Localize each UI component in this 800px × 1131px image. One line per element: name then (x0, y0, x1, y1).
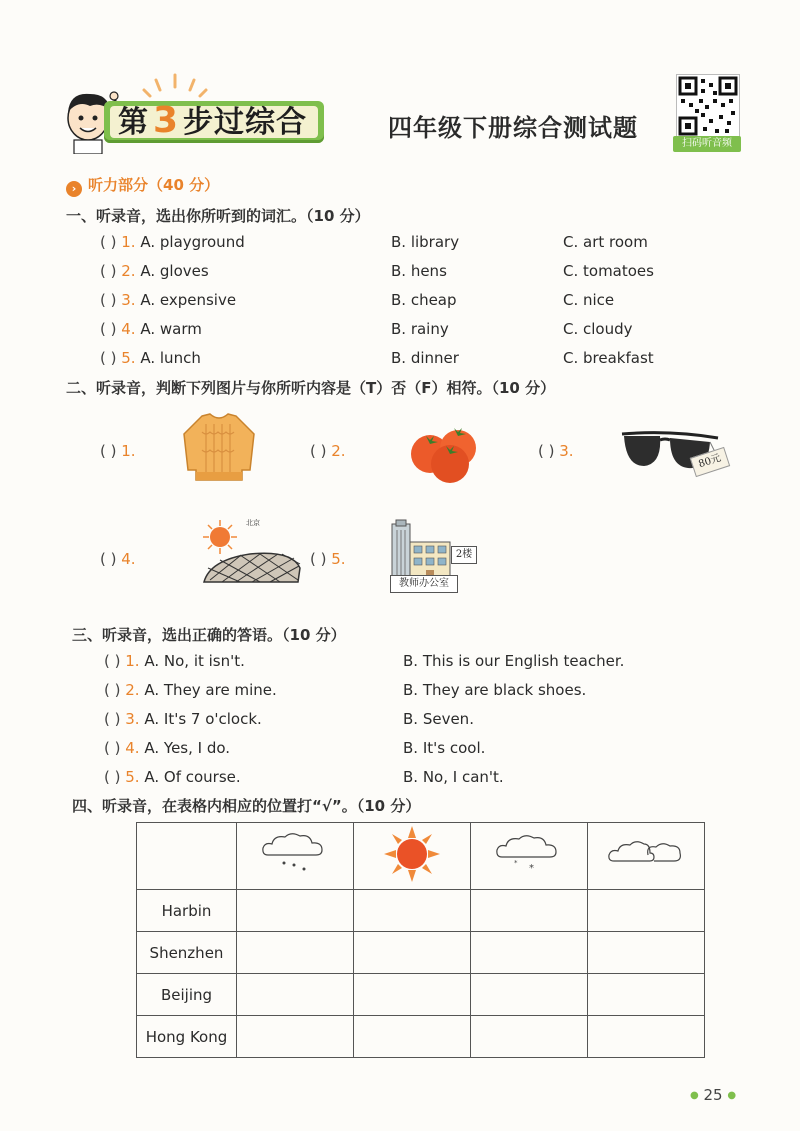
city-cell: Hong Kong (137, 1016, 237, 1058)
option-a: A. gloves (140, 262, 209, 280)
check-cell[interactable] (471, 1016, 588, 1058)
option-a: A. No, it isn't. (144, 652, 245, 670)
check-cell[interactable] (237, 890, 354, 932)
answer-blank[interactable]: ( ) (100, 291, 117, 309)
section2-item-3 (538, 440, 574, 462)
section1-question-2 (100, 260, 700, 282)
check-cell[interactable] (471, 890, 588, 932)
sun-rays-decoration (140, 70, 210, 100)
section1-question-1 (100, 231, 700, 253)
option-b: B. Seven. (403, 710, 474, 728)
option-a: A. warm (140, 320, 202, 338)
option-b: B. rainy (391, 320, 449, 338)
answer-blank[interactable]: ( ) (100, 262, 117, 280)
option-a: A. Yes, I do. (144, 739, 231, 757)
option-a: A. expensive (140, 291, 237, 309)
option-a: A. It's 7 o'clock. (144, 710, 262, 728)
option-b: B. dinner (391, 349, 459, 367)
weather-table (136, 822, 705, 1058)
option-c: C. cloudy (563, 320, 633, 338)
chevron-right-icon: › (66, 181, 82, 197)
option-b: B. No, I can't. (403, 768, 504, 786)
option-c: C. tomatoes (563, 262, 654, 280)
check-cell[interactable] (237, 974, 354, 1016)
page-title: 四年级下册综合测试题 (388, 114, 638, 142)
dot-icon: ● (727, 1090, 737, 1101)
table-header-row (137, 823, 705, 890)
check-cell[interactable] (354, 890, 471, 932)
floor-sign: 2楼 (451, 546, 477, 564)
check-cell[interactable] (588, 932, 705, 974)
table-row (137, 890, 705, 932)
qr-label: 扫码听音频 (673, 136, 741, 152)
question-number: 1. (121, 442, 136, 460)
section3-question-1 (104, 650, 664, 672)
svg-text:*: * (529, 863, 534, 874)
section2-item-2 (310, 440, 346, 462)
page-number (690, 1086, 736, 1104)
option-c: C. breakfast (563, 349, 654, 367)
section4-heading: 四、听录音，在表格内相应的位置打“√”。（10 分） (72, 797, 421, 815)
check-cell[interactable] (471, 932, 588, 974)
answer-blank[interactable]: ( ) (538, 442, 555, 460)
snowy-icon (492, 831, 566, 877)
check-cell[interactable] (588, 1016, 705, 1058)
page-number-value: 25 (703, 1086, 723, 1104)
option-c: C. art room (563, 233, 648, 251)
sweater-icon (180, 410, 258, 486)
option-a: A. Of course. (144, 768, 241, 786)
question-number: 3. (125, 710, 140, 728)
check-cell[interactable] (354, 932, 471, 974)
check-cell[interactable] (237, 932, 354, 974)
answer-blank[interactable]: ( ) (100, 550, 117, 568)
city-cell: Beijing (137, 974, 237, 1016)
office-caption: 教师办公室 (390, 575, 458, 593)
section1-heading: 一、听录音，选出你所听到的词汇。（10 分） (66, 207, 370, 225)
cloudy-icon (606, 831, 686, 877)
option-b: B. This is our English teacher. (403, 652, 625, 670)
question-number: 2. (121, 262, 136, 280)
question-number: 1. (125, 652, 140, 670)
section2-heading: 二、听录音，判断下列图片与你所听内容是（T）否（F）相符。（10 分） (66, 379, 556, 397)
qr-code-icon[interactable] (676, 74, 740, 138)
check-cell[interactable] (354, 1016, 471, 1058)
question-number: 3. (559, 442, 574, 460)
check-cell[interactable] (588, 974, 705, 1016)
question-number: 5. (125, 768, 140, 786)
section1-question-4 (100, 318, 700, 340)
question-number: 5. (121, 349, 136, 367)
beijing-caption: 北京 (246, 519, 260, 527)
section1-question-3 (100, 289, 700, 311)
answer-blank[interactable]: ( ) (104, 681, 121, 699)
banner-prefix: 第 (118, 105, 149, 140)
answer-blank[interactable]: ( ) (100, 233, 117, 251)
section3-question-5 (104, 766, 664, 788)
answer-blank[interactable]: ( ) (100, 320, 117, 338)
banner-suffix: 步过综合 (183, 105, 308, 140)
question-number: 5. (331, 550, 346, 568)
question-number: 1. (121, 233, 136, 251)
banner-number: 3 (153, 100, 180, 141)
city-cell: Shenzhen (137, 932, 237, 974)
section2-item-4 (100, 548, 136, 570)
option-b: B. It's cool. (403, 739, 486, 757)
svg-text:*: * (514, 859, 518, 867)
listening-part-heading (66, 174, 219, 197)
question-number: 4. (121, 320, 136, 338)
answer-blank[interactable]: ( ) (104, 652, 121, 670)
question-number: 3. (121, 291, 136, 309)
section3-question-2 (104, 679, 664, 701)
answer-blank[interactable]: ( ) (100, 442, 117, 460)
check-cell[interactable] (588, 890, 705, 932)
option-b: B. library (391, 233, 460, 251)
section2-item-1 (100, 440, 136, 462)
city-cell: Harbin (137, 890, 237, 932)
check-cell[interactable] (354, 974, 471, 1016)
section2-item-5 (310, 548, 346, 570)
option-a: A. playground (140, 233, 245, 251)
table-corner-cell (137, 823, 237, 890)
answer-blank[interactable]: ( ) (104, 739, 121, 757)
table-row (137, 1016, 705, 1058)
section3-heading: 三、听录音，选出正确的答语。（10 分） (72, 626, 346, 644)
listening-part-label: 听力部分（40 分） (88, 176, 220, 194)
weather-header-cell (471, 823, 588, 890)
beijing-sunny-icon (200, 518, 304, 590)
option-c: C. nice (563, 291, 615, 309)
check-cell[interactable] (237, 1016, 354, 1058)
weather-header-cell (237, 823, 354, 890)
tomatoes-icon (406, 422, 484, 484)
weather-header-cell (588, 823, 705, 890)
price-tag: 80元 (690, 447, 730, 477)
sunny-icon (382, 824, 442, 884)
weather-header-cell (354, 823, 471, 890)
option-a: A. They are mine. (144, 681, 277, 699)
answer-blank[interactable]: ( ) (104, 768, 121, 786)
answer-blank[interactable]: ( ) (310, 550, 327, 568)
option-a: A. lunch (140, 349, 201, 367)
answer-blank[interactable]: ( ) (100, 349, 117, 367)
question-number: 4. (121, 550, 136, 568)
dot-icon: ● (690, 1090, 699, 1101)
table-row (137, 932, 705, 974)
section1-question-5 (100, 347, 700, 369)
step-banner (104, 101, 324, 143)
answer-blank[interactable]: ( ) (310, 442, 327, 460)
table-row (137, 974, 705, 1016)
option-b: B. hens (391, 262, 447, 280)
question-number: 2. (125, 681, 140, 699)
question-number: 4. (125, 739, 140, 757)
check-cell[interactable] (471, 974, 588, 1016)
answer-blank[interactable]: ( ) (104, 710, 121, 728)
option-b: B. They are black shoes. (403, 681, 587, 699)
rainy-icon (258, 831, 332, 877)
section3-question-3 (104, 708, 664, 730)
option-b: B. cheap (391, 291, 457, 309)
question-number: 2. (331, 442, 346, 460)
section3-question-4 (104, 737, 664, 759)
